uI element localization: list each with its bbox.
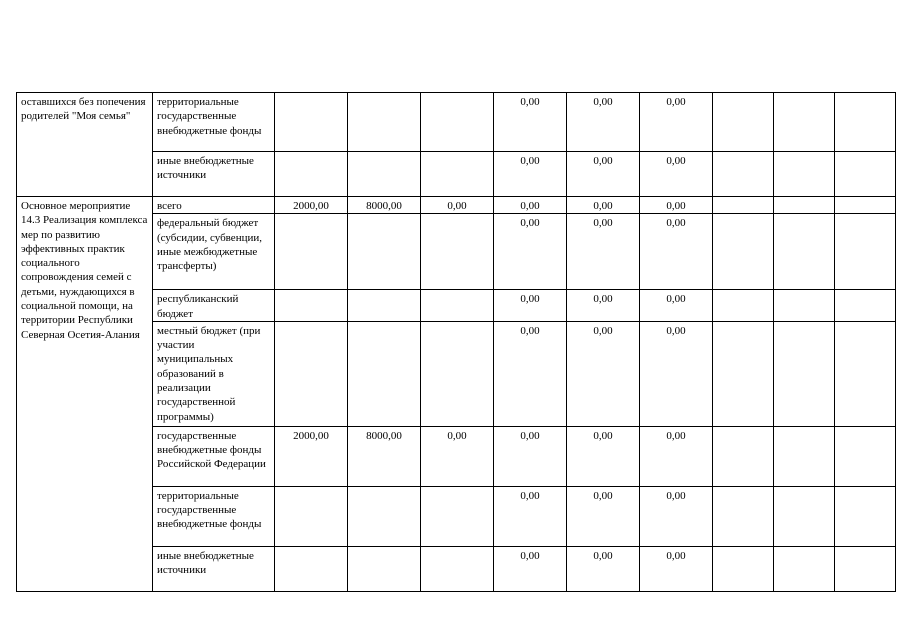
amount-cell: 0,00 (567, 486, 640, 546)
amount-cell (835, 197, 896, 214)
funding-source-cell: республиканский бюджет (153, 290, 275, 322)
amount-cell (713, 214, 774, 290)
amount-cell: 0,00 (567, 321, 640, 426)
amount-cell (348, 214, 421, 290)
amount-cell: 8000,00 (348, 197, 421, 214)
table-row (17, 197, 896, 214)
amount-cell: 0,00 (640, 426, 713, 486)
amount-cell (774, 197, 835, 214)
amount-cell (713, 486, 774, 546)
table-row (17, 93, 896, 152)
amount-cell (275, 486, 348, 546)
amount-cell: 0,00 (421, 426, 494, 486)
amount-cell (275, 214, 348, 290)
page-area (16, 92, 896, 592)
funding-source-cell: федеральный бюджет (субсидии, субвенции, иные межбюджетные трансферты) (153, 214, 275, 290)
amount-cell: 2000,00 (275, 197, 348, 214)
amount-cell: 0,00 (640, 321, 713, 426)
funding-source-cell: местный бюджет (при участии муниципальных образований в реализации государственной программы) (153, 321, 275, 426)
amount-cell: 0,00 (494, 197, 567, 214)
amount-cell: 0,00 (567, 426, 640, 486)
funding-source-cell: территориальные государственные внебюджетные фонды (153, 486, 275, 546)
amount-cell: 0,00 (494, 486, 567, 546)
event-name-cell: Основное мероприятие 14.3 Реализация комплекса мер по развитию эффективных практик социального сопровождения семей с детьми, нуждающихся в социальной помощи, на территории Республики Северная Осетия-Алания (17, 197, 153, 592)
amount-cell (275, 546, 348, 591)
amount-cell (348, 321, 421, 426)
amount-cell (348, 290, 421, 322)
amount-cell: 0,00 (494, 426, 567, 486)
budget-table (16, 92, 896, 592)
amount-cell: 0,00 (494, 290, 567, 322)
amount-cell: 0,00 (567, 290, 640, 322)
amount-cell (835, 214, 896, 290)
amount-cell (774, 93, 835, 152)
amount-cell: 0,00 (640, 152, 713, 197)
amount-cell: 0,00 (567, 93, 640, 152)
amount-cell: 0,00 (640, 93, 713, 152)
amount-cell (835, 426, 896, 486)
amount-cell (713, 321, 774, 426)
amount-cell (774, 214, 835, 290)
amount-cell (713, 290, 774, 322)
amount-cell (348, 546, 421, 591)
amount-cell (348, 93, 421, 152)
budget-table-body (17, 93, 896, 592)
amount-cell: 0,00 (494, 93, 567, 152)
amount-cell (421, 93, 494, 152)
amount-cell (713, 152, 774, 197)
amount-cell (774, 152, 835, 197)
amount-cell (275, 93, 348, 152)
amount-cell (275, 152, 348, 197)
amount-cell: 2000,00 (275, 426, 348, 486)
amount-cell: 0,00 (494, 321, 567, 426)
amount-cell (275, 321, 348, 426)
amount-cell: 0,00 (494, 152, 567, 197)
amount-cell: 0,00 (421, 197, 494, 214)
event-name-cell: оставшихся без попечения родителей "Моя семья" (17, 93, 153, 197)
funding-source-cell: территориальные государственные внебюджетные фонды (153, 93, 275, 152)
amount-cell (835, 93, 896, 152)
amount-cell (713, 93, 774, 152)
amount-cell (348, 486, 421, 546)
amount-cell: 8000,00 (348, 426, 421, 486)
funding-source-cell: всего (153, 197, 275, 214)
amount-cell (774, 426, 835, 486)
amount-cell: 0,00 (567, 197, 640, 214)
amount-cell (835, 152, 896, 197)
amount-cell: 0,00 (640, 214, 713, 290)
amount-cell (774, 546, 835, 591)
amount-cell (421, 546, 494, 591)
amount-cell: 0,00 (567, 152, 640, 197)
amount-cell: 0,00 (640, 197, 713, 214)
amount-cell (421, 486, 494, 546)
amount-cell (713, 426, 774, 486)
amount-cell: 0,00 (494, 546, 567, 591)
funding-source-cell: иные внебюджетные источники (153, 152, 275, 197)
amount-cell: 0,00 (567, 546, 640, 591)
amount-cell (713, 546, 774, 591)
amount-cell: 0,00 (640, 546, 713, 591)
amount-cell (421, 152, 494, 197)
amount-cell (835, 290, 896, 322)
amount-cell: 0,00 (640, 486, 713, 546)
amount-cell (348, 152, 421, 197)
funding-source-cell: иные внебюджетные источники (153, 546, 275, 591)
amount-cell (421, 290, 494, 322)
amount-cell (774, 486, 835, 546)
amount-cell (421, 214, 494, 290)
amount-cell: 0,00 (567, 214, 640, 290)
amount-cell (774, 290, 835, 322)
funding-source-cell: государственные внебюджетные фонды Российской Федерации (153, 426, 275, 486)
amount-cell (835, 486, 896, 546)
amount-cell (275, 290, 348, 322)
amount-cell: 0,00 (494, 214, 567, 290)
amount-cell (421, 321, 494, 426)
amount-cell (835, 546, 896, 591)
amount-cell (713, 197, 774, 214)
amount-cell (835, 321, 896, 426)
amount-cell (774, 321, 835, 426)
amount-cell: 0,00 (640, 290, 713, 322)
